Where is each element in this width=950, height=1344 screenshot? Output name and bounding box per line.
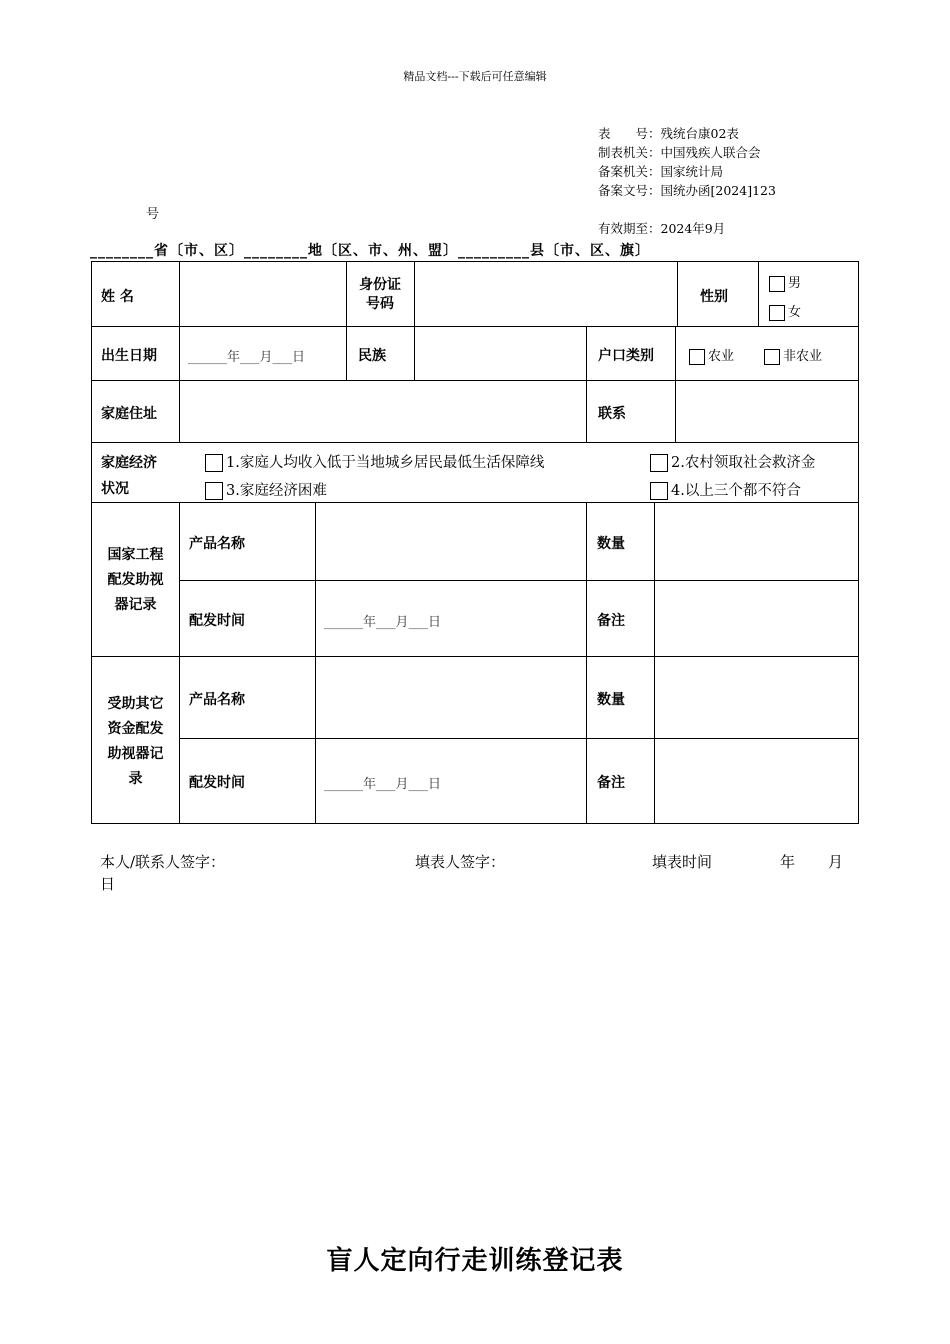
region-line: ________省〔市、区〕________地〔区、市、州、盟〕_________县〔市、区、旗〕 — [90, 243, 650, 259]
col-divider — [586, 502, 587, 824]
other-label-line-2: 资金配发 — [107, 721, 164, 737]
national-project-label — [92, 543, 179, 618]
name-label: 姓 名 — [101, 289, 134, 305]
address-field[interactable] — [180, 381, 586, 442]
other-product-name-label: 产品名称 — [189, 692, 245, 708]
document-title: 盲人定向行走训练登记表 — [326, 1246, 624, 1276]
id-label-line-1: 身份证 — [359, 277, 401, 293]
econ-option-2-text: 2.农村领取社会救济金 — [671, 455, 816, 471]
national-quantity-label: 数量 — [597, 536, 625, 552]
gender-female-option[interactable] — [769, 301, 801, 321]
row-divider — [91, 442, 859, 443]
contact-label: 联系 — [598, 406, 626, 422]
national-remarks-label: 备注 — [597, 613, 625, 629]
national-label-line-2: 配发助视 — [107, 572, 164, 588]
hukou-nonagri-option[interactable] — [764, 345, 822, 365]
gender-label: 性别 — [700, 289, 728, 305]
hukou-nonagri-text: 非农业 — [783, 349, 823, 364]
col-divider — [677, 261, 678, 327]
ethnicity-field[interactable] — [415, 327, 586, 380]
other-issue-time-label: 配发时间 — [189, 775, 245, 791]
econ-label-line-2: 状况 — [101, 481, 129, 497]
econ-option-2[interactable] — [650, 451, 815, 472]
other-quantity-field[interactable] — [655, 657, 858, 738]
other-remarks-label: 备注 — [597, 775, 625, 791]
hukou-agri-text: 农业 — [708, 349, 735, 364]
econ-label-line-1: 家庭经济 — [101, 455, 157, 471]
econ-option-3-text: 3.家庭经济困难 — [226, 483, 327, 499]
checkbox-female[interactable] — [769, 305, 785, 321]
checkbox-nonagri[interactable] — [764, 349, 780, 365]
col-divider — [586, 326, 587, 443]
col-divider — [179, 502, 180, 824]
econ-option-1-text: 1.家庭人均收入低于当地城乡居民最低生活保障线 — [226, 455, 545, 471]
econ-option-1[interactable] — [205, 451, 544, 472]
checkbox-econ-1[interactable] — [205, 454, 223, 472]
valid-until: 有效期至：2024年9月 — [598, 221, 726, 236]
national-quantity-field[interactable] — [655, 503, 858, 580]
econ-option-3[interactable] — [205, 479, 327, 500]
checkbox-econ-3[interactable] — [205, 482, 223, 500]
meta-filing-number: 备案文号：国统办函[2024]123 — [598, 183, 776, 198]
national-issue-time-field[interactable]: ______年___月___日 — [324, 615, 442, 630]
checkbox-agri[interactable] — [689, 349, 705, 365]
id-number-field[interactable] — [415, 262, 677, 326]
filler-signature-label: 填表人签字： — [415, 853, 506, 871]
address-label: 家庭住址 — [101, 406, 157, 422]
national-label-line-3: 器记录 — [114, 597, 157, 613]
national-product-name-field[interactable] — [316, 503, 586, 580]
form-meta — [598, 124, 776, 200]
meta-filing-agency: 备案机关：国家统计局 — [598, 164, 724, 179]
id-number-label — [346, 276, 414, 314]
other-quantity-label: 数量 — [597, 692, 625, 708]
national-issue-time-label: 配发时间 — [189, 613, 245, 629]
other-funding-label — [92, 692, 179, 792]
birth-date-field[interactable]: ______年___月___日 — [188, 350, 306, 365]
meta-issuer: 制表机关：中国残疾人联合会 — [598, 145, 761, 160]
ethnicity-label: 民族 — [358, 348, 386, 364]
other-product-name-field[interactable] — [316, 657, 586, 738]
fill-time-month: 月 — [828, 853, 844, 871]
table-border-bottom — [91, 823, 859, 824]
self-signature-label: 本人/联系人签字： — [100, 853, 226, 871]
other-label-line-4: 录 — [128, 771, 143, 787]
economic-status-label — [101, 450, 157, 502]
gender-male-option[interactable] — [769, 272, 801, 292]
checkbox-male[interactable] — [769, 276, 785, 292]
national-remarks-field[interactable] — [655, 581, 858, 656]
gender-female-text: 女 — [788, 305, 802, 320]
col-divider — [758, 261, 759, 327]
hukou-agri-option[interactable] — [689, 345, 734, 365]
watermark: 精品文档---下载后可任意编辑 — [403, 70, 547, 83]
fill-time-label: 填表时间 — [652, 853, 713, 871]
national-label-line-1: 国家工程 — [107, 547, 164, 563]
number-label: 号 — [146, 207, 160, 222]
birth-date-label: 出生日期 — [101, 348, 157, 364]
checkbox-econ-2[interactable] — [650, 454, 668, 472]
other-label-line-3: 助视器记 — [107, 746, 164, 762]
other-label-line-1: 受助其它 — [107, 696, 164, 712]
name-field[interactable] — [180, 262, 346, 326]
fill-time-year: 年 — [780, 853, 796, 871]
econ-option-4[interactable] — [650, 479, 801, 500]
fill-time-day: 日 — [100, 875, 116, 893]
other-issue-time-field[interactable]: ______年___月___日 — [324, 777, 442, 792]
other-remarks-field[interactable] — [655, 739, 858, 823]
id-label-line-2: 号码 — [366, 296, 394, 312]
contact-field[interactable] — [676, 381, 858, 442]
econ-option-4-text: 4.以上三个都不符合 — [671, 483, 801, 499]
checkbox-econ-4[interactable] — [650, 482, 668, 500]
gender-male-text: 男 — [788, 276, 802, 291]
meta-table-number: 表 号：残统台康02表 — [598, 126, 739, 141]
table-border-right — [858, 261, 859, 824]
hukou-label: 户口类别 — [598, 348, 654, 364]
national-product-name-label: 产品名称 — [189, 536, 245, 552]
